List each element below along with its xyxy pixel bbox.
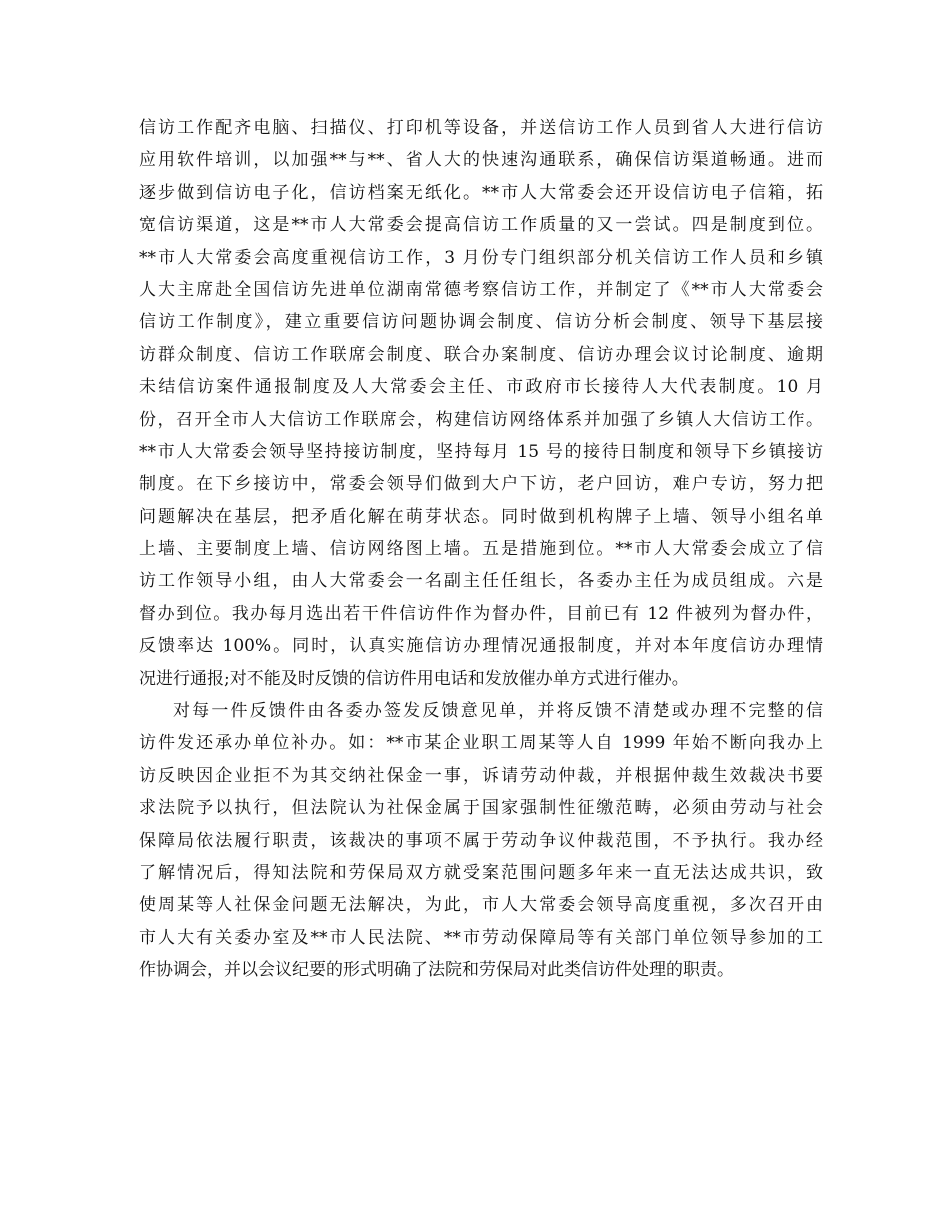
paragraph-line: 制度。在下乡接访中，常委会领导们做到大户下访，老户回访，难户专访，努力把: [139, 474, 823, 495]
paragraph-line: 作协调会，并以会议纪要的形式明确了法院和劳保局对此类信访件处理的职责。: [139, 960, 734, 981]
paragraph-line: **市人大常委会领导坚持接访制度，坚持每月 15 号的接待日制度和领导下乡镇接访: [139, 441, 823, 462]
paragraph-line: 反馈率达 100%。同时，认真实施信访办理情况通报制度，并对本年度信访办理情: [139, 636, 823, 657]
paragraph-line: 督办到位。我办每月选出若干件信访件作为督办件，目前已有 12 件被列为督办件，: [139, 603, 823, 624]
paragraph-line: 了解情况后，得知法院和劳保局双方就受案范围问题多年来一直无法达成共识，致: [139, 862, 823, 883]
paragraph-line: 应用软件培训，以加强**与**、省人大的快速沟通联系，确保信访渠道畅通。进而: [139, 150, 823, 171]
paragraph-1: [139, 112, 823, 695]
paragraph-line: 问题解决在基层，把矛盾化解在萌芽状态。同时做到机构牌子上墙、领导小组名单: [139, 506, 823, 527]
paragraph-line: **市人大常委会高度重视信访工作，3 月份专门组织部分机关信访工作人员和乡镇: [139, 247, 823, 268]
paragraph-line: 访群众制度、信访工作联席会制度、联合办案制度、信访办理会议讨论制度、逾期: [139, 344, 823, 365]
paragraph-line: 保障局依法履行职责，该裁决的事项不属于劳动争议仲裁范围，不予执行。我办经: [139, 830, 823, 851]
paragraph-line: 访反映因企业拒不为其交纳社保金一事，诉请劳动仲裁，并根据仲裁生效裁决书要: [139, 765, 823, 786]
paragraph-line: 求法院予以执行，但法院认为社保金属于国家强制性征缴范畴，必须由劳动与社会: [139, 798, 823, 819]
paragraph-line: 市人大有关委办室及**市人民法院、**市劳动保障局等有关部门单位领导参加的工: [139, 927, 823, 948]
paragraph-line: 未结信访案件通报制度及人大常委会主任、市政府市长接待人大代表制度。10 月: [139, 377, 823, 398]
paragraph-line: 上墙、主要制度上墙、信访网络图上墙。五是措施到位。**市人大常委会成立了信: [139, 539, 823, 560]
paragraph-line: 逐步做到信访电子化，信访档案无纸化。**市人大常委会还开设信访电子信箱，拓: [139, 182, 823, 203]
paragraph-line: 宽信访渠道，这是**市人大常委会提高信访工作质量的又一尝试。四是制度到位。: [139, 215, 823, 236]
paragraph-line: 况进行通报;对不能及时反馈的信访件用电话和发放催办单方式进行催办。: [139, 668, 689, 689]
document-body: [139, 112, 823, 987]
paragraph-line: 对每一件反馈件由各委办签发反馈意见单，并将反馈不清楚或办理不完整的信: [173, 701, 823, 722]
paragraph-line: 使周某等人社保金问题无法解决，为此，市人大常委会领导高度重视，多次召开由: [139, 895, 823, 916]
paragraph-line: 份，召开全市人大信访工作联席会，构建信访网络体系并加强了乡镇人大信访工作。: [139, 409, 823, 430]
paragraph-2: [139, 695, 823, 987]
paragraph-line: 信访工作制度》，建立重要信访问题协调会制度、信访分析会制度、领导下基层接: [139, 312, 823, 333]
paragraph-line: 访件发还承办单位补办。如：**市某企业职工周某等人自 1999 年始不断向我办上: [139, 733, 823, 754]
paragraph-line: 信访工作配齐电脑、扫描仪、打印机等设备，并送信访工作人员到省人大进行信访: [139, 118, 823, 138]
paragraph-line: 人大主席赴全国信访先进单位湖南常德考察信访工作，并制定了《**市人大常委会: [139, 279, 823, 300]
paragraph-line: 访工作领导小组，由人大常委会一名副主任任组长，各委办主任为成员组成。六是: [139, 571, 823, 592]
